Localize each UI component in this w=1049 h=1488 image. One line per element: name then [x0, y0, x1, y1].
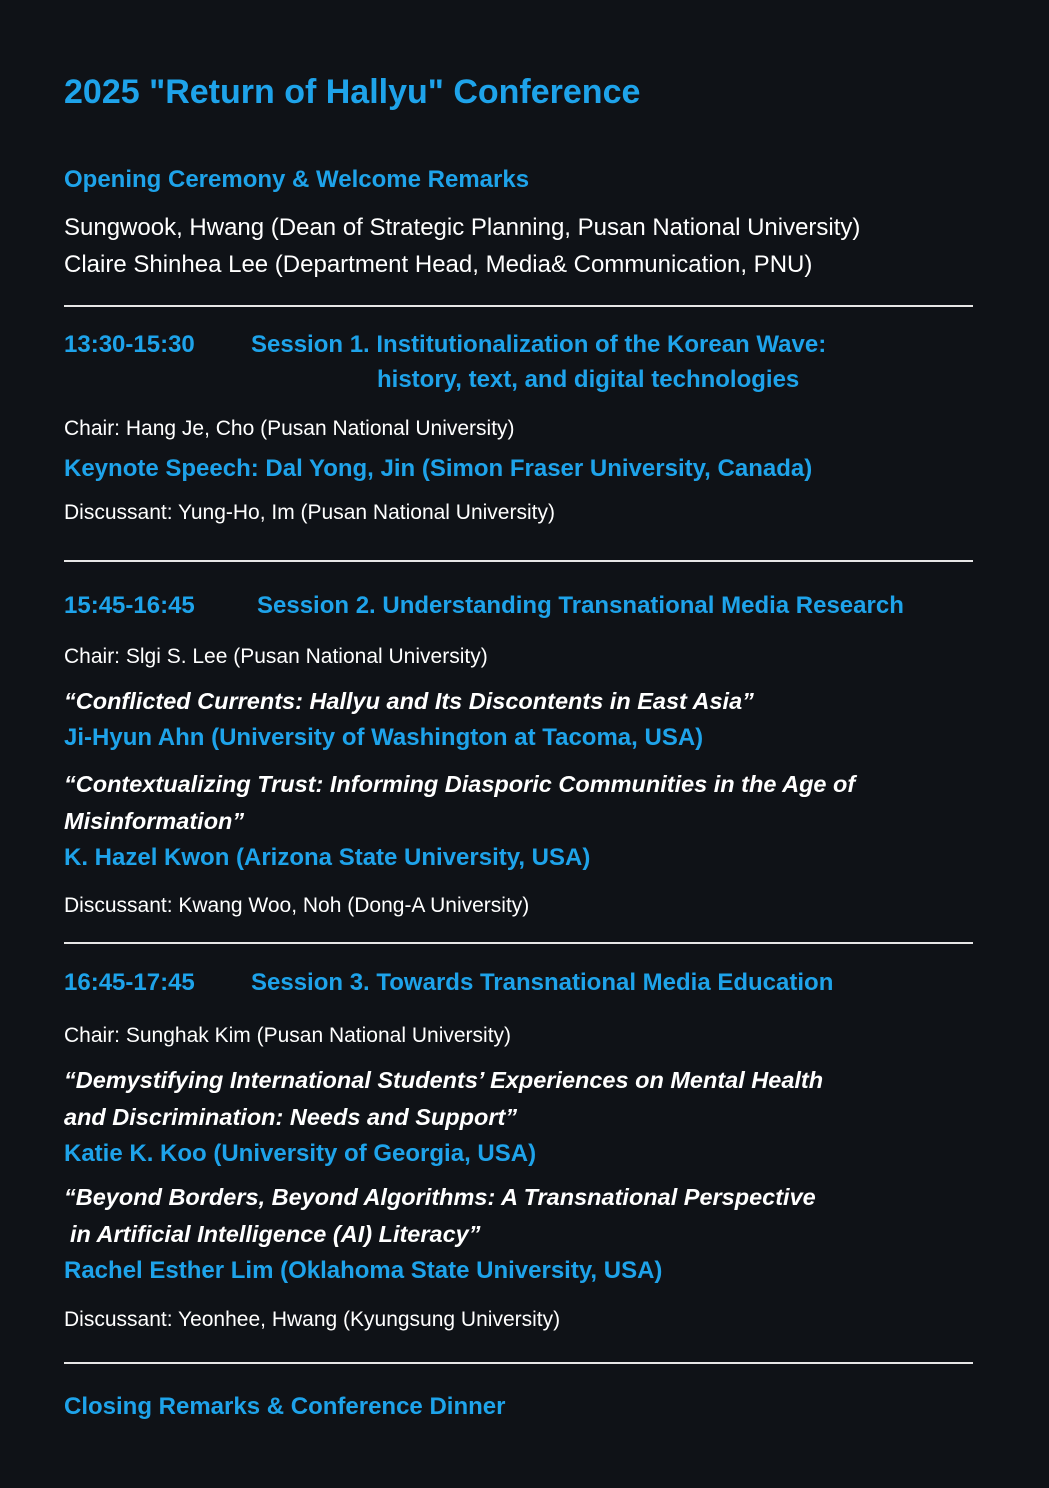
divider	[64, 305, 973, 307]
session1-chair: Chair: Hang Je, Cho (Pusan National University)	[64, 417, 515, 440]
session2-talk2-title-line1: “Contextualizing Trust: Informing Diasporic Communities in the Age of	[64, 771, 856, 797]
opening-heading: Opening Ceremony & Welcome Remarks	[64, 166, 530, 193]
session3-talk2-title-line1: “Beyond Borders, Beyond Algorithms: A Transnational Perspective	[64, 1184, 816, 1210]
session1-keynote: Keynote Speech: Dal Yong, Jin (Simon Fraser University, Canada)	[64, 455, 813, 482]
session1-title-line1: Session 1. Institutionalization of the Korean Wave:	[251, 331, 827, 358]
session2-talk2-title-line2: Misinformation”	[64, 808, 245, 834]
divider	[64, 560, 973, 562]
session3-talk1-title-line2: and Discrimination: Needs and Support”	[64, 1104, 518, 1130]
session1-time: 13:30-15:30	[64, 331, 195, 358]
session3-talk1-speaker: Katie K. Koo (University of Georgia, USA)	[64, 1140, 537, 1167]
session3-talk2-title-line2: in Artificial Intelligence (AI) Literacy”	[70, 1221, 481, 1247]
session2-talk1-title: “Conflicted Currents: Hallyu and Its Discontents in East Asia”	[64, 688, 754, 714]
session2-title: Session 2. Understanding Transnational Media Research	[257, 592, 904, 619]
closing-heading: Closing Remarks & Conference Dinner	[64, 1393, 506, 1420]
divider	[64, 942, 973, 944]
session3-talk1-title-line1: “Demystifying International Students’ Experiences on Mental Health	[64, 1067, 824, 1093]
session2-talk1-speaker: Ji-Hyun Ahn (University of Washington at Tacoma, USA)	[64, 724, 704, 751]
session3-time: 16:45-17:45	[64, 969, 195, 996]
opening-speaker-1: Sungwook, Hwang (Dean of Strategic Planning, Pusan National University)	[64, 214, 861, 241]
session3-chair: Chair: Sunghak Kim (Pusan National University)	[64, 1024, 512, 1047]
session3-title: Session 3. Towards Transnational Media Education	[251, 969, 834, 996]
session2-discussant: Discussant: Kwang Woo, Noh (Dong-A University)	[64, 894, 530, 917]
session2-talk2-speaker: K. Hazel Kwon (Arizona State University, USA)	[64, 844, 591, 871]
session1-discussant: Discussant: Yung-Ho, Im (Pusan National University)	[64, 501, 555, 524]
session2-time: 15:45-16:45	[64, 592, 195, 619]
session2-chair: Chair: Slgi S. Lee (Pusan National University)	[64, 645, 488, 668]
session3-talk2-speaker: Rachel Esther Lim (Oklahoma State University, USA)	[64, 1257, 663, 1284]
page-title: 2025 "Return of Hallyu" Conference	[64, 73, 641, 111]
session3-discussant: Discussant: Yeonhee, Hwang (Kyungsung University)	[64, 1308, 561, 1331]
session1-title-line2: history, text, and digital technologies	[377, 366, 800, 393]
divider	[64, 1362, 973, 1364]
opening-speaker-2: Claire Shinhea Lee (Department Head, Media& Communication, PNU)	[64, 251, 813, 278]
